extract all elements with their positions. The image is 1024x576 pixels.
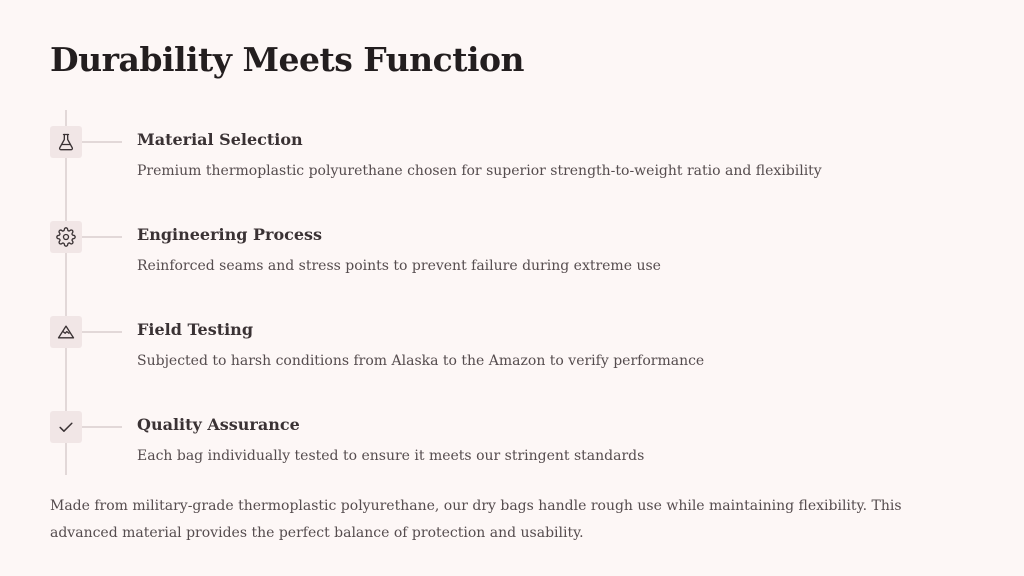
- summary-paragraph: Made from military-grade thermoplastic polyurethane, our dry bags handle rough use while maintaining flexibility. This advanced material provides the perfect balance of protection and usability.: [50, 498, 902, 541]
- page-title: Durability Meets Function: [50, 40, 525, 79]
- timeline-step-material-selection: [0, 126, 1024, 206]
- step-description: Subjected to harsh conditions from Alaska to the Amazon to verify performance: [137, 353, 705, 369]
- timeline-step-quality-assurance: [0, 411, 1024, 491]
- check-icon: [50, 411, 82, 443]
- step-title: Quality Assurance: [137, 415, 300, 434]
- step-description: Premium thermoplastic polyurethane chosen for superior strength-to-weight ratio and flexibility: [137, 163, 822, 179]
- timeline-step-engineering-process: [0, 221, 1024, 301]
- step-title: Engineering Process: [137, 225, 323, 244]
- gear-icon: [50, 221, 82, 253]
- timeline-connector: [82, 426, 122, 428]
- timeline-step-field-testing: [0, 316, 1024, 396]
- timeline-connector: [82, 236, 122, 238]
- step-title: Material Selection: [137, 130, 303, 149]
- step-description: Each bag individually tested to ensure it meets our stringent standards: [137, 448, 645, 464]
- step-description: Reinforced seams and stress points to prevent failure during extreme use: [137, 258, 661, 274]
- timeline-connector: [82, 141, 122, 143]
- mountain-icon: [50, 316, 82, 348]
- step-title: Field Testing: [137, 320, 253, 339]
- timeline-connector: [82, 331, 122, 333]
- flask-icon: [50, 126, 82, 158]
